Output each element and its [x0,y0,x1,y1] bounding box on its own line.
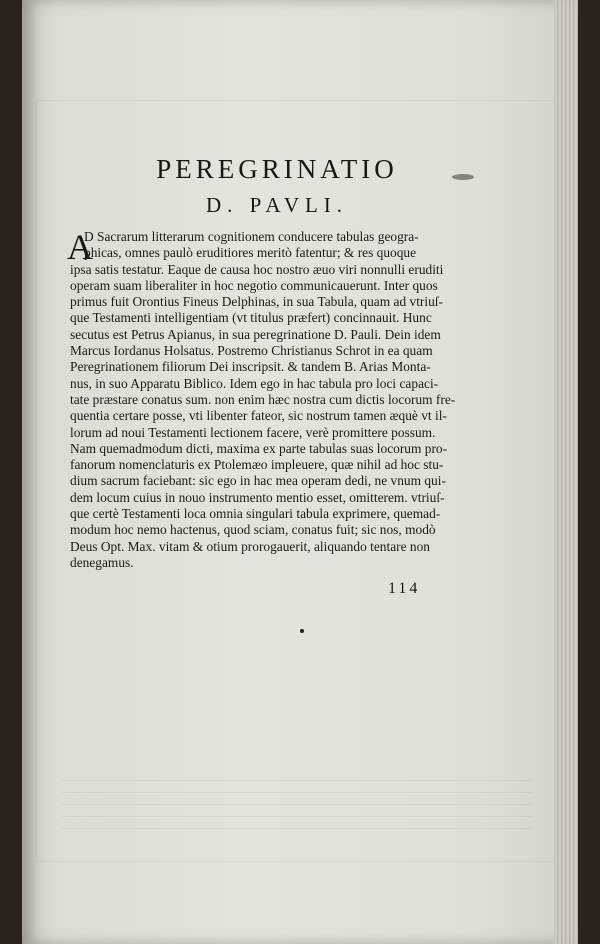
page-subtitle: D. PAVLI. [205,193,349,217]
body-line: que Testamenti intelligentiam (vt titulus præfert) concinnauit. Hunc [70,310,432,326]
body-line: Marcus Iordanus Holsatus. Postremo Christianus Schrot in ea quam [70,343,433,359]
body-line: que certè Testamenti loca omnia singulari tabula exprimere, quemad- [70,506,441,522]
book-page [22,0,578,944]
body-line: modum hoc nemo hactenus, quod sciam, conatus fuit; sic nos, modò [70,522,436,538]
stacked-page-edges [554,0,578,944]
drop-cap: A [67,227,93,267]
body-line: dium sacrum faciebant: sic ego in hac mea operam dedi, ne vnum qui- [70,473,446,489]
body-line: primus fuit Orontius Fineus Delphinas, in sua Tabula, quam ad vtriuſ- [70,294,443,310]
body-line: denegamus. [70,554,134,570]
body-line: phicas, omnes paulò eruditiores meritò fatentur; & res quoque [84,245,417,261]
body-line: dem locum cuius in nouo instrumento mentio esset, omitterem. vtriuſ- [70,489,445,505]
body-line: nus, in suo Apparatu Biblico. Idem ego in hac tabula pro loci capaci- [70,375,439,391]
body-line: lorum ad noui Testamenti lectionem facere, verè promittere possum. [70,424,436,440]
ink-dot [300,629,304,633]
page-number: 114 [388,580,421,597]
body-line: operam suam liberaliter in hoc negotio communicauerunt. Inter quos [70,277,438,293]
body-line: Peregrinationem filiorum Dei inscripsit. & tandem B. Arias Monta- [70,359,431,375]
body-line: Deus Opt. Max. vitam & otium prorogauerit, aliquando tentare non [70,538,430,554]
body-line: Nam quemadmodum dicti, maxima ex parte tabulas suas locorum pro- [70,440,448,456]
body-line: D Sacrarum litterarum cognitionem conducere tabulas geogra- [84,229,419,244]
body-line: fanorum nomenclaturis ex Ptolemæo impleuere, quæ nihil ad hoc stu- [70,457,444,473]
ink-smudge [452,174,474,180]
body-line: tate præstare conatus sum. non enim hæc nostra cum dictis locorum fre- [70,391,456,407]
body-line: quentia certare posse, vti libenter fateor, sic nostrum tamen æquè vt il- [70,408,447,424]
body-line: secutus est Petrus Apianus, in sua peregrinatione D. Pauli. Dein idem [70,326,441,342]
body-paragraph [70,229,518,571]
page-title: PEREGRINATIO [156,154,398,184]
body-line: ipsa satis testatur. Eaque de causa hoc nostro æuo viri nonnulli eruditi [70,261,444,277]
show-through-lines [62,780,532,840]
